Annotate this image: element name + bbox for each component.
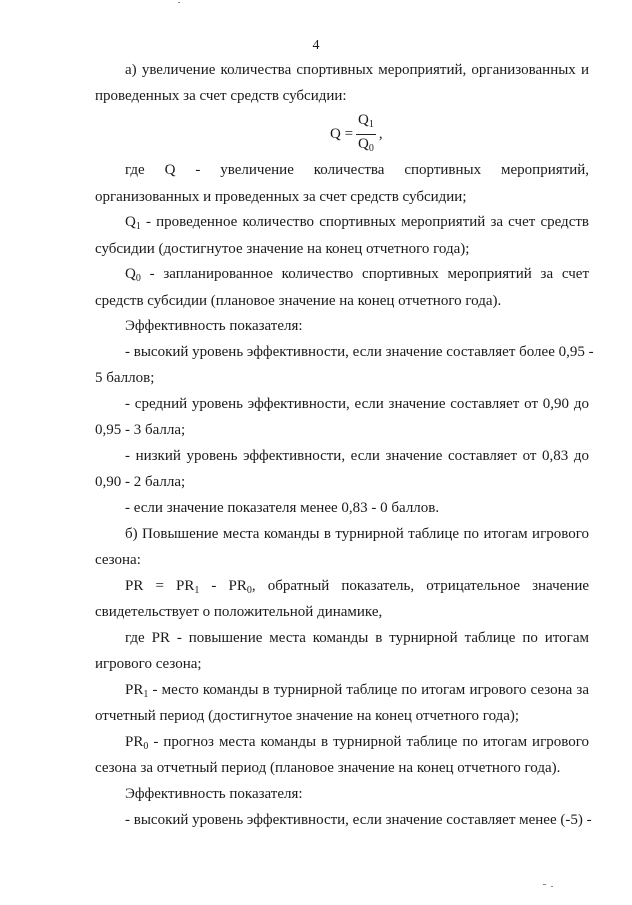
text-line: отчетный период (достигнутое значение на конец отчетного года); [95, 708, 520, 724]
page-number: 4 [312, 38, 320, 53]
text-line: $Q_0$ - запланированное количество спортивных мероприятий за счет [125, 266, 589, 284]
text-line: игрового сезона; [95, 656, 202, 672]
text-line: - если значение показателя менее 0,83 - 0 баллов. [125, 500, 440, 516]
text-line: 5 баллов; [95, 370, 155, 386]
formula-fraction [356, 112, 376, 157]
formula-denominator: $Q_0$ [358, 136, 374, 154]
text-line: $PR_1$ - место команды в турнирной таблице по итогам игрового сезона за [125, 682, 589, 700]
text-line: субсидии (достигнутое значение на конец отчетного года); [95, 241, 470, 257]
text-line: 0,95 - 3 балла; [95, 422, 186, 438]
text-line: б) Повышение места команды в турнирной таблице по итогам игрового [125, 526, 589, 542]
text-line: - высокий уровень эффективности, если значение составляет менее (-5) - [125, 812, 592, 828]
text-line: сезона: [95, 552, 141, 568]
text-line: средств субсидии (плановое значение на конец отчетного года). [95, 293, 502, 309]
text-line: $Q_1$ - проведенное количество спортивных мероприятий за счет средств [125, 214, 589, 232]
text-line: где PR - повышение места команды в турнирной таблице по итогам [125, 630, 589, 646]
text-line: а) увеличение количества спортивных мероприятий, организованных и [125, 62, 589, 78]
text-line: - средний уровень эффективности, если значение составляет от 0,90 до [125, 396, 589, 412]
text-line: свидетельствует о положительной динамике, [95, 604, 383, 620]
scan-speck [551, 886, 553, 887]
text-line: сезона за отчетный период (плановое значение на конец отчетного года). [95, 760, 561, 776]
text-line: Эффективность показателя: [125, 786, 303, 802]
scan-speck [178, 2, 180, 3]
text-line: где Q - увеличение количества спортивных мероприятий, [125, 162, 589, 178]
formula [330, 112, 383, 157]
text-line: проведенных за счет средств субсидии: [95, 88, 347, 104]
scan-speck [543, 884, 546, 885]
formula-trail: , [378, 126, 383, 142]
text-line: $PR_0$ - прогноз места команды в турнирной таблице по итогам игрового [125, 734, 589, 752]
text-line: - высокий уровень эффективности, если значение составляет более 0,95 - [125, 344, 594, 360]
text-line: Эффективность показателя: [125, 318, 303, 334]
text-line: - низкий уровень эффективности, если значение составляет от 0,83 до [125, 448, 589, 464]
text-line: PR = $PR_1 - PR_0$, обратный показатель, отрицательное значение [125, 578, 590, 596]
formula-numerator: $Q_1$ [356, 112, 376, 135]
text-line: 0,90 - 2 балла; [95, 474, 186, 490]
formula-lhs: Q = [330, 126, 354, 142]
text-line: организованных и проведенных за счет средств субсидии; [95, 189, 467, 205]
